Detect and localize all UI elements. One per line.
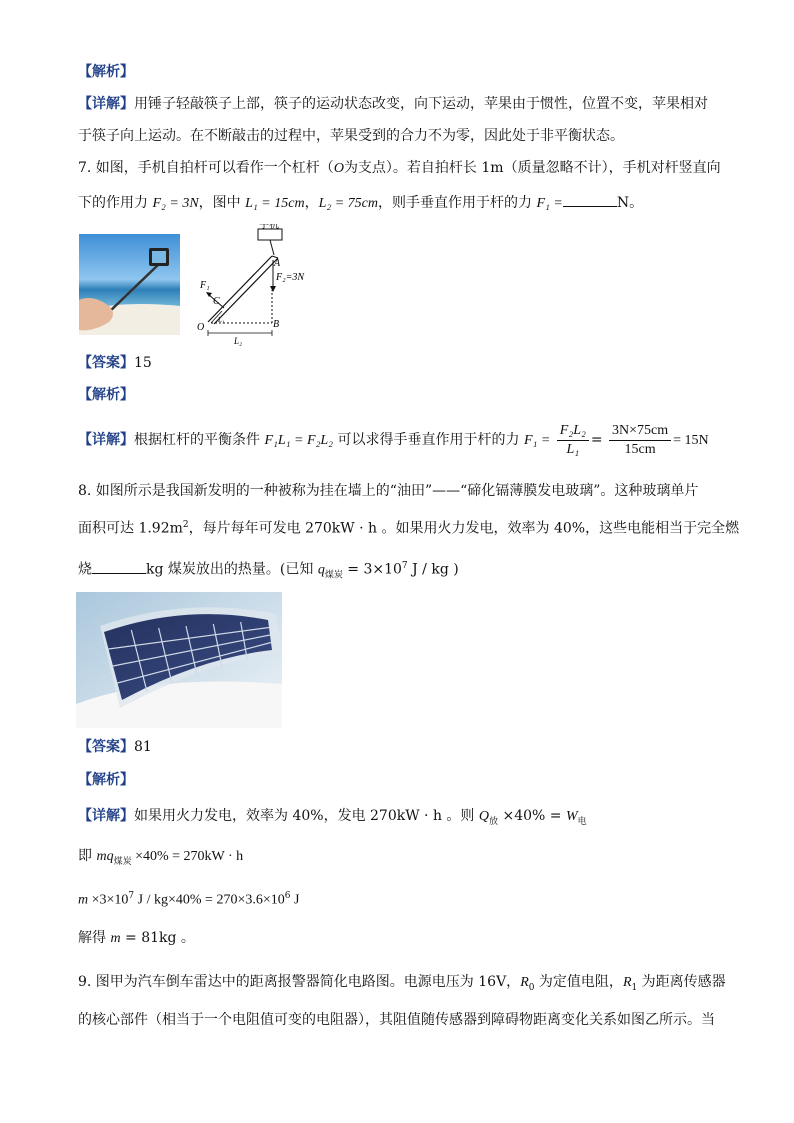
fraction: $\frac{3N\times 75cm}{15cm}$ (609, 422, 671, 459)
answer-blank (563, 192, 617, 207)
phone-label: 手机 (259, 224, 279, 231)
l1-label: L₁ (218, 316, 225, 324)
point-o-label: O (197, 322, 205, 333)
question-8-line-1: 8. 如图所示是我国新发明的一种被称为挂在墙上的“油田”——“碲化镉薄膜发电玻璃”。这种玻璃单片 (78, 483, 699, 499)
detail-label: 【详解】 (78, 808, 134, 824)
force-f2-label: F₂=3N (276, 272, 305, 283)
question-9-line-2: 的核心部件（相当于一个电阻值可变的电阻器），其阻值随传感器到障碍物距离变化关系如图乙所示。当 (78, 1012, 715, 1028)
answer-paragraph (78, 737, 152, 757)
point-a-label: A (274, 258, 281, 269)
point-b-label: B (273, 319, 280, 330)
detail-paragraph (78, 94, 708, 114)
equation-line: 解得 m = 81kg 。 (78, 930, 195, 946)
answer-label: 【答案】 (78, 739, 134, 755)
answer-label: 【答案】 (78, 355, 134, 371)
detail-text: 于筷子向上运动。在不断敲击的过程中，苹果受到的合力不为零，因此处于非平衡状态。 (78, 128, 624, 144)
answer-paragraph (78, 353, 152, 373)
lever-diagram (194, 224, 314, 346)
question-8-line-3: 烧 kg 煤炭放出的热量。(已知 $q_{煤炭} = 3\times 10^7$ J / kg ) (78, 556, 459, 585)
analysis-label: 【解析】 (78, 387, 134, 403)
detail-text: 用锤子轻敲筷子上部，筷子的运动状态改变，向下运动，苹果由于惯性，位置不变，苹果相对 (134, 96, 708, 112)
detail-paragraph: 【详解】根据杠杆的平衡条件 F₁L₁ = F₂L₂ 可以求得手垂直作用于杆的力 F₁ = $\frac{\text{F₂L₂}}{\text{L₁}}$ = $\frac{3N\times 75cm}{15cm}$ = 15N (78, 422, 709, 457)
detail-paragraph: 【详解】如果用火力发电，效率为 40%，发电 270kW · h 。则 $Q_放 \times 40\% = W_电$ (78, 808, 587, 827)
equation-line: $m \times 3\times 10^7$ $J / kg\times 40\% = 270\times 3.6\times 10^6$ J (78, 891, 300, 908)
equation-line: 即 $mq_{煤炭} \times 40\% = 270kW \cdot h$ (78, 848, 244, 867)
answer-value: 15 (134, 355, 152, 371)
question-7-line-2: 下的作用力 F₂ = 3N，图中 L₁ = 15cm，L₂ = 75cm，则手垂直作用于杆的力 F₁ = N。 (78, 192, 643, 214)
answer-blank (92, 559, 146, 574)
analysis-label: 【解析】 (78, 64, 134, 80)
question-7-line-1: 7. 如图，手机自拍杆可以看作一个杠杆（O为支点）。若自拍杆长 1m（质量忽略不计），手机对杆竖直向 (78, 160, 721, 176)
force-f1-label: F₁ (200, 280, 210, 291)
question-8-line-2: 面积可达 $1.92m^2$，每片每年可发电 270kW · h 。如果用火力发电，效率为 40%，这些电能相当于完全燃 (78, 520, 740, 537)
l2-label: L₂ (234, 336, 243, 346)
point-c-label: C (213, 296, 220, 307)
analysis-label: 【解析】 (78, 772, 134, 788)
detail-label: 【详解】 (78, 96, 134, 112)
answer-value: 81 (134, 739, 152, 755)
question-9-line-1: 9. 图甲为汽车倒车雷达中的距离报警器简化电路图。电源电压为 16V，$R_0$ 为定值电阻，$R_1$ 为距离传感器 (78, 974, 726, 993)
solar-glass-photo (76, 592, 282, 728)
selfie-stick-photo (79, 234, 180, 335)
fraction: $\frac{\text{F₂L₂}}{\text{L₁}}$ (557, 422, 589, 459)
detail-label: 【详解】 (78, 432, 134, 448)
